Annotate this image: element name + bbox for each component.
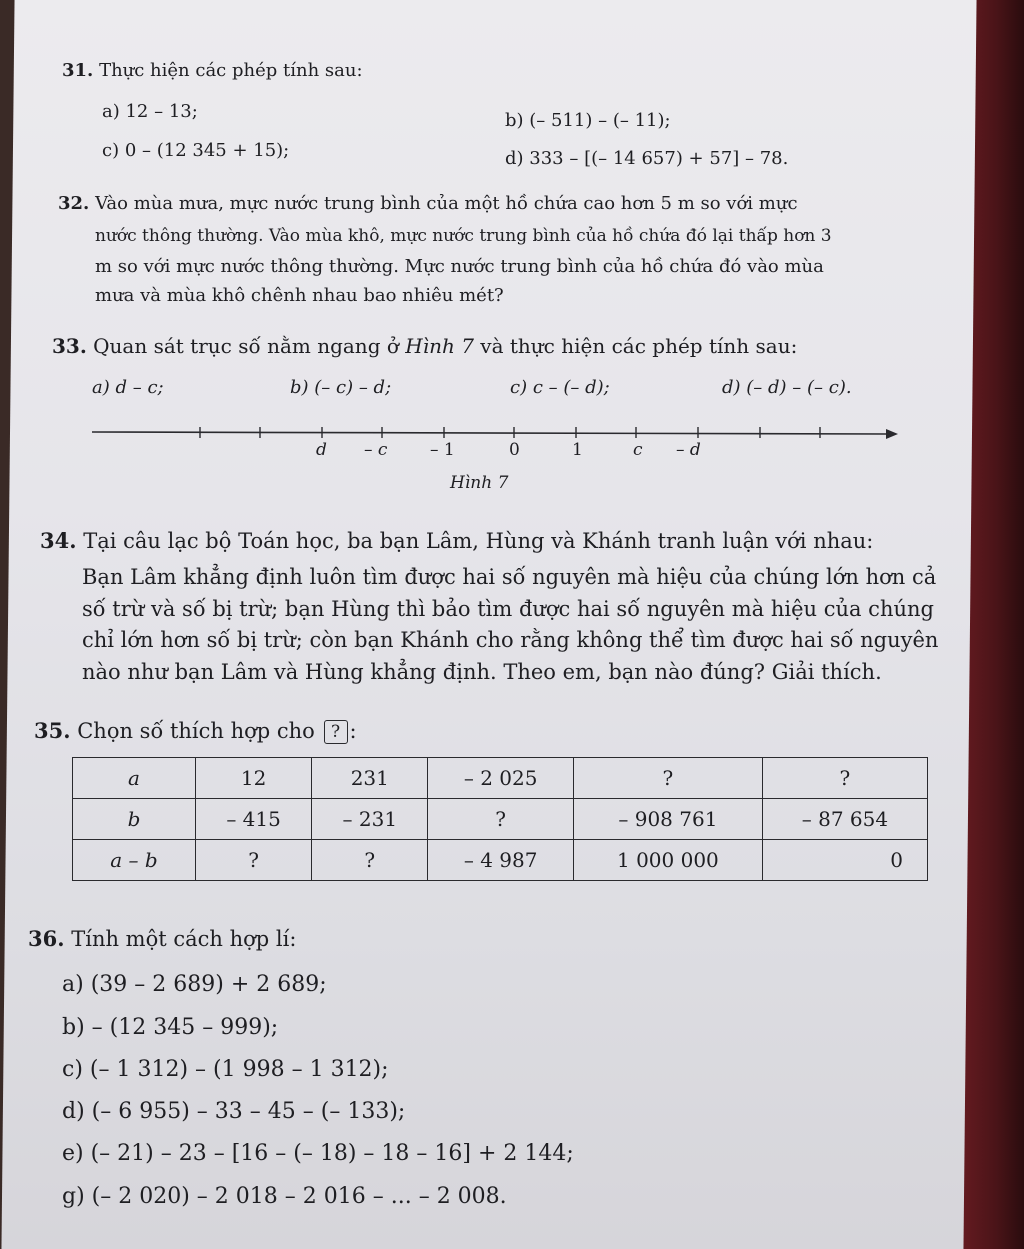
- axis-label-neg-1: – 1: [430, 440, 455, 460]
- q32-number: 32.: [58, 193, 90, 214]
- axis-label-neg-c: – c: [364, 440, 388, 460]
- table-row: [73, 758, 928, 799]
- question-box: ?: [324, 720, 348, 744]
- q35-title: Chọn số thích hợp cho: [77, 719, 315, 743]
- q33-title-post: và thực hiện các phép tính sau:: [473, 334, 798, 358]
- q33-a: a) d – c;: [92, 377, 164, 398]
- q36-g: g) (– 2 020) – 2 018 – 2 016 – ... – 2 008.: [62, 1184, 507, 1209]
- q36-c: c) (– 1 312) – (1 998 – 1 312);: [62, 1057, 389, 1082]
- q32-line-4: mưa và mùa khô chênh nhau bao nhiêu mét?: [95, 285, 504, 306]
- q34-line-3: chỉ lớn hơn số bị trừ; còn bạn Khánh cho rằng không thể tìm được hai số nguyên: [82, 628, 939, 652]
- table-row: [73, 799, 928, 840]
- q36-b: b) – (12 345 – 999);: [62, 1015, 279, 1040]
- table-cell: 0: [762, 840, 927, 881]
- q34-line-1: Bạn Lâm khẳng định luôn tìm được hai số nguyên mà hiệu của chúng lớn hơn cả: [82, 565, 937, 589]
- axis-label-c: c: [633, 440, 643, 460]
- q33-title-pre: Quan sát trục số nằm ngang ở: [93, 334, 406, 358]
- q34-heading: [40, 528, 873, 553]
- table-cell: 231: [312, 758, 428, 799]
- axis-arrow: [886, 429, 898, 439]
- q36-title: Tính một cách hợp lí:: [71, 927, 297, 951]
- q31-number: 31.: [62, 60, 94, 81]
- table-cell: – 415: [196, 799, 312, 840]
- axis-label-neg-d: – d: [676, 440, 701, 460]
- q33-title-fig: Hình 7: [405, 334, 474, 358]
- q31-title: Thực hiện các phép tính sau:: [99, 60, 363, 81]
- number-line: [92, 426, 898, 440]
- figure-caption: Hình 7: [450, 473, 509, 493]
- q34-number: 34.: [40, 528, 77, 553]
- q34-line-4: nào như bạn Lâm và Hùng khẳng định. Theo em, bạn nào đúng? Giải thích.: [82, 660, 882, 684]
- number-line-svg: [92, 427, 898, 441]
- q34-line-2: số trừ và số bị trừ; bạn Hùng thì bảo tìm được hai số nguyên mà hiệu của chúng: [82, 597, 934, 621]
- q31-b: b) (– 511) – (– 11);: [505, 110, 671, 131]
- q32-text-1: Vào mùa mưa, mực nước trung bình của một hồ chứa cao hơn 5 m so với mực: [95, 193, 798, 214]
- q36-a: a) (39 – 2 689) + 2 689;: [62, 972, 327, 997]
- table-row: [73, 840, 928, 881]
- q32-line-3: m so với mực nước thông thường. Mực nước trung bình của hồ chứa đó vào mùa: [95, 256, 824, 277]
- table-cell: ?: [196, 840, 312, 881]
- q35-title-end: :: [349, 719, 357, 743]
- q33-heading: [52, 334, 797, 358]
- q33-c: c) c – (– d);: [510, 377, 610, 398]
- q36-d: d) (– 6 955) – 33 – 45 – (– 133);: [62, 1099, 406, 1124]
- q32-line-1: [58, 193, 798, 214]
- table-cell: b: [73, 799, 196, 840]
- table-cell: – 4 987: [428, 840, 574, 881]
- q34-title: Tại câu lạc bộ Toán học, ba bạn Lâm, Hùng và Khánh tranh luận với nhau:: [83, 529, 874, 553]
- q33-b: b) (– c) – d;: [290, 377, 392, 398]
- table-cell: – 87 654: [762, 799, 927, 840]
- axis-label-1: 1: [572, 440, 583, 460]
- table-cell: ?: [428, 799, 574, 840]
- axis-label-0: 0: [509, 440, 520, 460]
- axis-label-d: d: [316, 440, 327, 460]
- q31-c: c) 0 – (12 345 + 15);: [102, 140, 290, 161]
- table-cell: – 2 025: [428, 758, 574, 799]
- table-cell: ?: [312, 840, 428, 881]
- q35-heading: [34, 718, 357, 744]
- table-cell: – 908 761: [573, 799, 762, 840]
- table-cell: 12: [196, 758, 312, 799]
- q31-d: d) 333 – [(– 14 657) + 57] – 78.: [505, 148, 789, 169]
- q36-e: e) (– 21) – 23 – [16 – (– 18) – 18 – 16] + 2 144;: [62, 1141, 574, 1166]
- table-cell: 1 000 000: [573, 840, 762, 881]
- q31-a: a) 12 – 13;: [102, 101, 198, 122]
- q32-line-2: nước thông thường. Vào mùa khô, mực nước trung bình của hồ chứa đó lại thấp hơn 3: [95, 226, 832, 246]
- table-cell: – 231: [312, 799, 428, 840]
- table-cell: a – b: [73, 840, 196, 881]
- q36-number: 36.: [28, 926, 65, 951]
- table-cell: ?: [573, 758, 762, 799]
- q35-table: [72, 757, 928, 881]
- table-cell: a: [73, 758, 196, 799]
- q33-d: d) (– d) – (– c).: [722, 377, 852, 398]
- q36-heading: [28, 926, 296, 951]
- axis-line: [92, 432, 888, 434]
- q31-heading: [62, 60, 363, 81]
- q35-number: 35.: [34, 718, 71, 743]
- q33-number: 33.: [52, 334, 87, 358]
- table-cell: ?: [762, 758, 927, 799]
